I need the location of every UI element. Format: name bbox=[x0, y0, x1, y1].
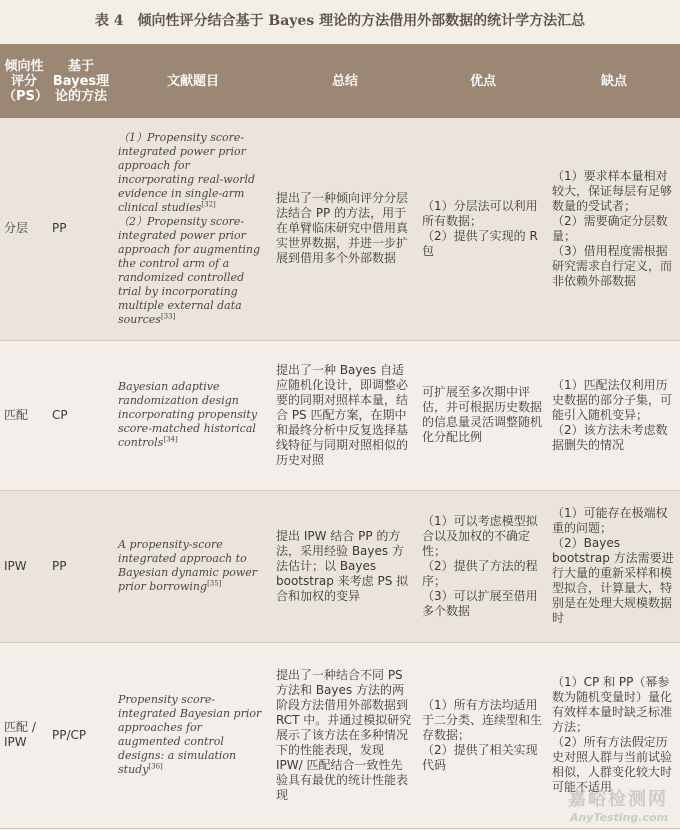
cons-item: （2）需要确定分层数量； bbox=[552, 213, 668, 243]
watermark-en: AnyTesting.com bbox=[569, 811, 668, 824]
cell-cons bbox=[548, 490, 680, 642]
pros-item: （1）可以考虑模型拟合以及加权的不确定性； bbox=[422, 513, 538, 558]
cons-item: （1）要求样本量相对较大，保证每层有足够数量的受试者； bbox=[552, 168, 673, 213]
summary-table bbox=[0, 44, 680, 829]
cons-item: （2）所有方法假定历史对照人群与当前试验相似，人群变化较大时可能不适用 bbox=[552, 735, 673, 794]
cons-item: （2）Bayes bootstrap 方法需要进行大量的重新采样和模型拟合，计算量大，特别是在处理大规模数据时 bbox=[552, 536, 674, 625]
cell-method: PP bbox=[48, 490, 114, 642]
cell-pros bbox=[418, 118, 548, 340]
reference-title bbox=[118, 380, 268, 450]
cell-title bbox=[114, 340, 272, 490]
reference-number: [33] bbox=[160, 312, 176, 321]
header-cons: 缺点 bbox=[548, 44, 680, 118]
pros-item: （2）提供了相关实现代码 bbox=[422, 742, 538, 772]
cell-summary: 提出 IPW 结合 PP 的方法，采用经验 Bayes 方法估计；以 Bayes bootstrap 来考虑 PS 拟合和加权的变异 bbox=[272, 490, 418, 642]
cell-pros bbox=[418, 642, 548, 828]
cons-item: （1）可能存在极端权重的问题； bbox=[552, 506, 668, 535]
header-summary: 总结 bbox=[272, 44, 418, 118]
cell-summary: 提出了一种 Bayes 自适应随机化设计，即调整必要的同期对照样本量，结合 PS 匹配方案，在期中和最终分析中反复选择基线特征与同期对照相似的历史对照 bbox=[272, 340, 418, 490]
cell-method: PP/CP bbox=[48, 642, 114, 828]
cell-summary: 提出了一种结合不同 PS 方法和 Bayes 方法的两阶段方法借用外部数据到 RCT 中。并通过模拟研究展示了该方法在多种情况下的性能表现，发现 IPW/ 匹配结合一致性先验具有最优的统计性能表现 bbox=[272, 642, 418, 828]
cell-method: CP bbox=[48, 340, 114, 490]
reference-number: [36] bbox=[148, 762, 163, 771]
cell-summary: 提出了一种倾向评分分层法结合 PP 的方法，用于在单臂临床研究中借用真实世界数据，并进一步扩展到借用多个外部数据 bbox=[272, 118, 418, 340]
reference-title-text: （2）Propensity score-integrated power prior approach for augmenting the control arm of a randomized controlled trial by incorporating multiple external data sources bbox=[118, 214, 261, 326]
table-row bbox=[0, 118, 680, 340]
reference-number: [32] bbox=[201, 200, 216, 209]
cell-pros bbox=[418, 490, 548, 642]
table-title: 倾向性评分结合基于 Bayes 理论的方法借用外部数据的统计学方法汇总 bbox=[137, 13, 586, 29]
reference-number: [34] bbox=[163, 435, 178, 444]
table-caption bbox=[0, 0, 680, 40]
header-pros: 优点 bbox=[418, 44, 548, 118]
cons-item: （2）该方法未考虑数据删失的情况 bbox=[552, 422, 668, 452]
cell-title bbox=[114, 490, 272, 642]
reference-title bbox=[118, 538, 268, 594]
table-row bbox=[0, 490, 680, 642]
pros-item: （3）可以扩展至借用多个数据 bbox=[422, 588, 538, 618]
reference-title-text: Propensity score-integrated Bayesian prior approaches for augmented control designs: a simulation study bbox=[118, 693, 262, 776]
table-header-row bbox=[0, 44, 680, 118]
cell-cons bbox=[548, 118, 680, 340]
cell-ps: 匹配 bbox=[0, 340, 48, 490]
cons-item: （3）借用程度需根据研究需求自行定义，而非依赖外部数据 bbox=[552, 243, 673, 288]
pros-item: （1）所有方法均适用于二分类、连续型和生存数据； bbox=[422, 697, 543, 742]
cell-ps: 分层 bbox=[0, 118, 48, 340]
reference-title bbox=[118, 131, 268, 215]
pros-item: （2）提供了实现的 R 包 bbox=[422, 228, 538, 258]
reference-title-text: （1）Propensity score-integrated power prior approach for incorporating real-world evidence in single-arm clinical studies bbox=[118, 130, 256, 214]
reference-title bbox=[118, 693, 268, 777]
watermark-cn: 嘉峪检测网 bbox=[568, 789, 668, 810]
cell-title bbox=[114, 642, 272, 828]
cell-method: PP bbox=[48, 118, 114, 340]
reference-title bbox=[118, 215, 268, 327]
table-row bbox=[0, 340, 680, 490]
pros-item: 可扩展至多次期中评估，并可根据历史数据的信息量灵活调整随机化分配比例 bbox=[422, 385, 543, 444]
cons-item: （1）CP 和 PP（幂参数为随机变量时）量化有效样本量时缺乏标准方法； bbox=[552, 675, 673, 734]
cell-title bbox=[114, 118, 272, 340]
cell-ps: IPW bbox=[0, 490, 48, 642]
pros-item: （1）分层法可以利用所有数据； bbox=[422, 198, 538, 228]
cell-cons bbox=[548, 340, 680, 490]
reference-number: [35] bbox=[207, 579, 222, 588]
header-ps: 倾向性评分（PS） bbox=[0, 44, 48, 118]
watermark bbox=[568, 785, 668, 824]
cell-pros bbox=[418, 340, 548, 490]
table-number: 表 4 bbox=[94, 13, 124, 29]
reference-title-text: Bayesian adaptive randomization design incorporating propensity score-matched historical controls bbox=[118, 380, 258, 449]
header-title: 文献题目 bbox=[114, 44, 272, 118]
cell-ps: 匹配 / IPW bbox=[0, 642, 48, 828]
pros-item: （2）提供了方法的程序； bbox=[422, 558, 538, 588]
reference-title-text: A propensity-score integrated approach to Bayesian dynamic power prior borrowing bbox=[118, 538, 258, 593]
cons-item: （1）匹配法仅利用历史数据的部分子集，可能引入随机变异； bbox=[552, 377, 673, 422]
header-method: 基于Bayes理论的方法 bbox=[48, 44, 114, 118]
